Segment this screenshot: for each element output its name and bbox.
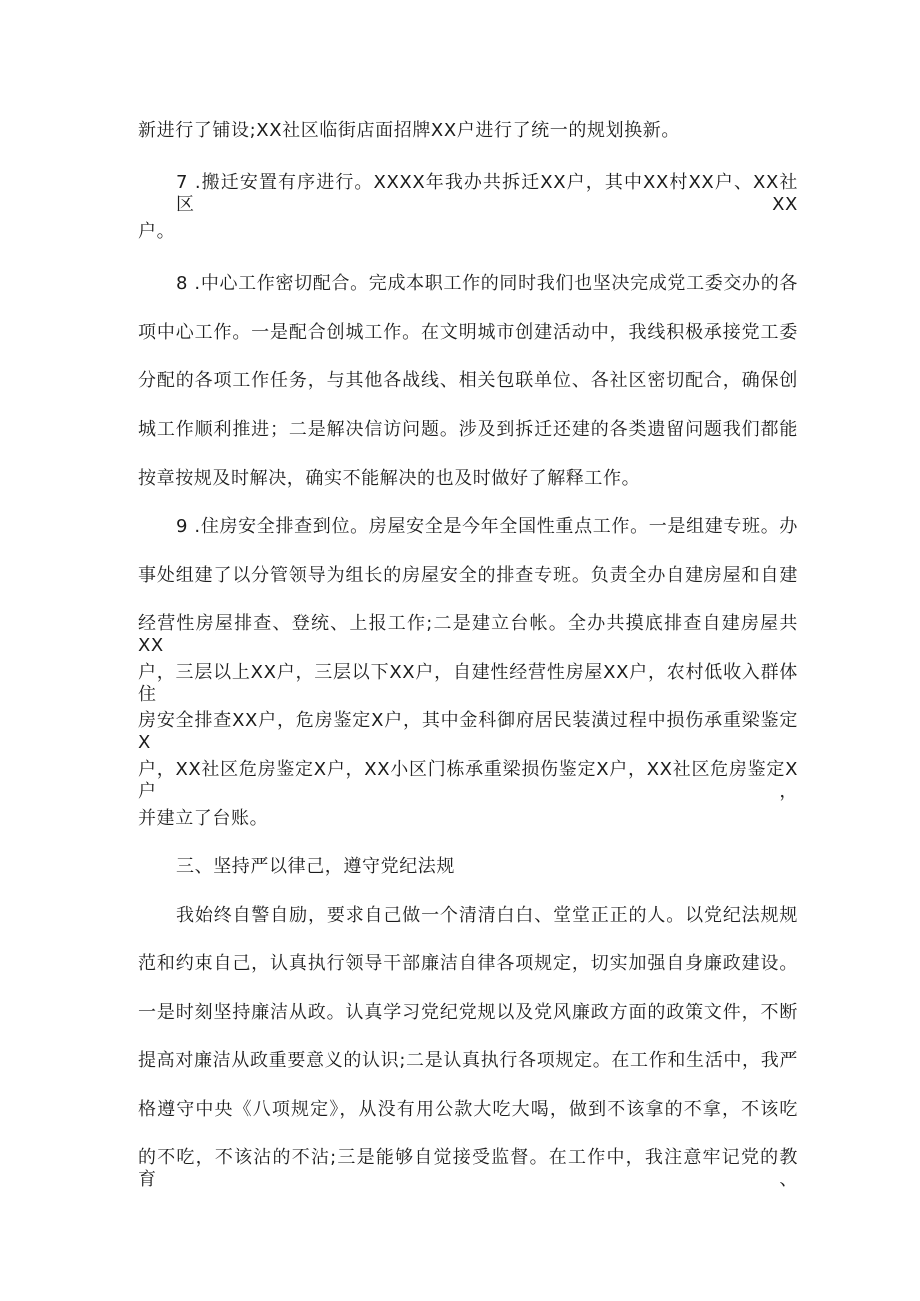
text-line-1: 新进行了铺设;XX社区临街店面招牌XX户进行了统一的规划换新。 [138, 120, 680, 141]
text-line-8: 按章按规及时解决，确实不能解决的也及时做好了解释工作。 [138, 468, 641, 489]
text-line-6: 分配的各项工作任务，与其他各战线、相关包联单位、各社区密切配合，确保创 [138, 370, 798, 391]
text-line-2: 7 .搬迁安置有序进行。XXXX年我办共拆迁XX户，其中XX村XX户、XX社区XX [176, 172, 798, 215]
text-line-19: 一是时刻坚持廉洁从政。认真学习党纪党规以及党风廉政方面的政策文件，不断 [138, 1002, 798, 1023]
text-line-21: 格遵守中央《八项规定》，从没有用公款大吃大喝，做到不该拿的不拿，不该吃 [138, 1099, 798, 1120]
text-line-17: 我始终自警自励，要求自己做一个清清白白、堂堂正正的人。以党纪法规规 [176, 905, 798, 926]
text-line-22: 的不吃，不该沾的不沾;三是能够自觉接受监督。在工作中，我注意牢记党的教育、 [138, 1147, 798, 1190]
text-line-15: 并建立了台账。 [138, 808, 269, 829]
text-line-12: 户，三层以上XX户，三层以下XX户，自建性经营性房屋XX户，农村低收入群体住 [138, 662, 798, 705]
section-heading: 三、坚持严以律己，遵守党纪法规 [176, 856, 455, 877]
text-line-5: 项中心工作。一是配合创城工作。在文明城市创建活动中，我线积极承接党工委 [138, 322, 798, 343]
text-line-13: 房安全排查XX户，危房鉴定X户，其中金科御府居民装潢过程中损伤承重梁鉴定X [138, 710, 798, 753]
text-line-7: 城工作顺利推进；二是解决信访问题。涉及到拆迁还建的各类遗留问题我们都能 [138, 419, 798, 440]
text-line-14: 户，XX社区危房鉴定X户，XX小区门栋承重梁损伤鉴定X户，XX社区危房鉴定X户， [138, 759, 798, 802]
text-line-11: 经营性房屋排查、登统、上报工作;二是建立台帐。全办共摸底排查自建房屋共XX [138, 613, 798, 656]
text-line-3: 户。 [138, 221, 176, 242]
text-line-9: 9 .住房安全排查到位。房屋安全是今年全国性重点工作。一是组建专班。办 [176, 516, 798, 537]
text-line-20: 提高对廉洁从政重要意义的认识;二是认真执行各项规定。在工作和生活中，我严 [138, 1050, 798, 1071]
text-line-4: 8 .中心工作密切配合。完成本职工作的同时我们也坚决完成党工委交办的各 [176, 273, 798, 294]
text-line-10: 事处组建了以分管领导为组长的房屋安全的排查专班。负责全办自建房屋和自建 [138, 565, 798, 586]
text-line-18: 范和约束自己，认真执行领导干部廉洁自律各项规定，切实加强自身廉政建设。 [138, 953, 798, 974]
